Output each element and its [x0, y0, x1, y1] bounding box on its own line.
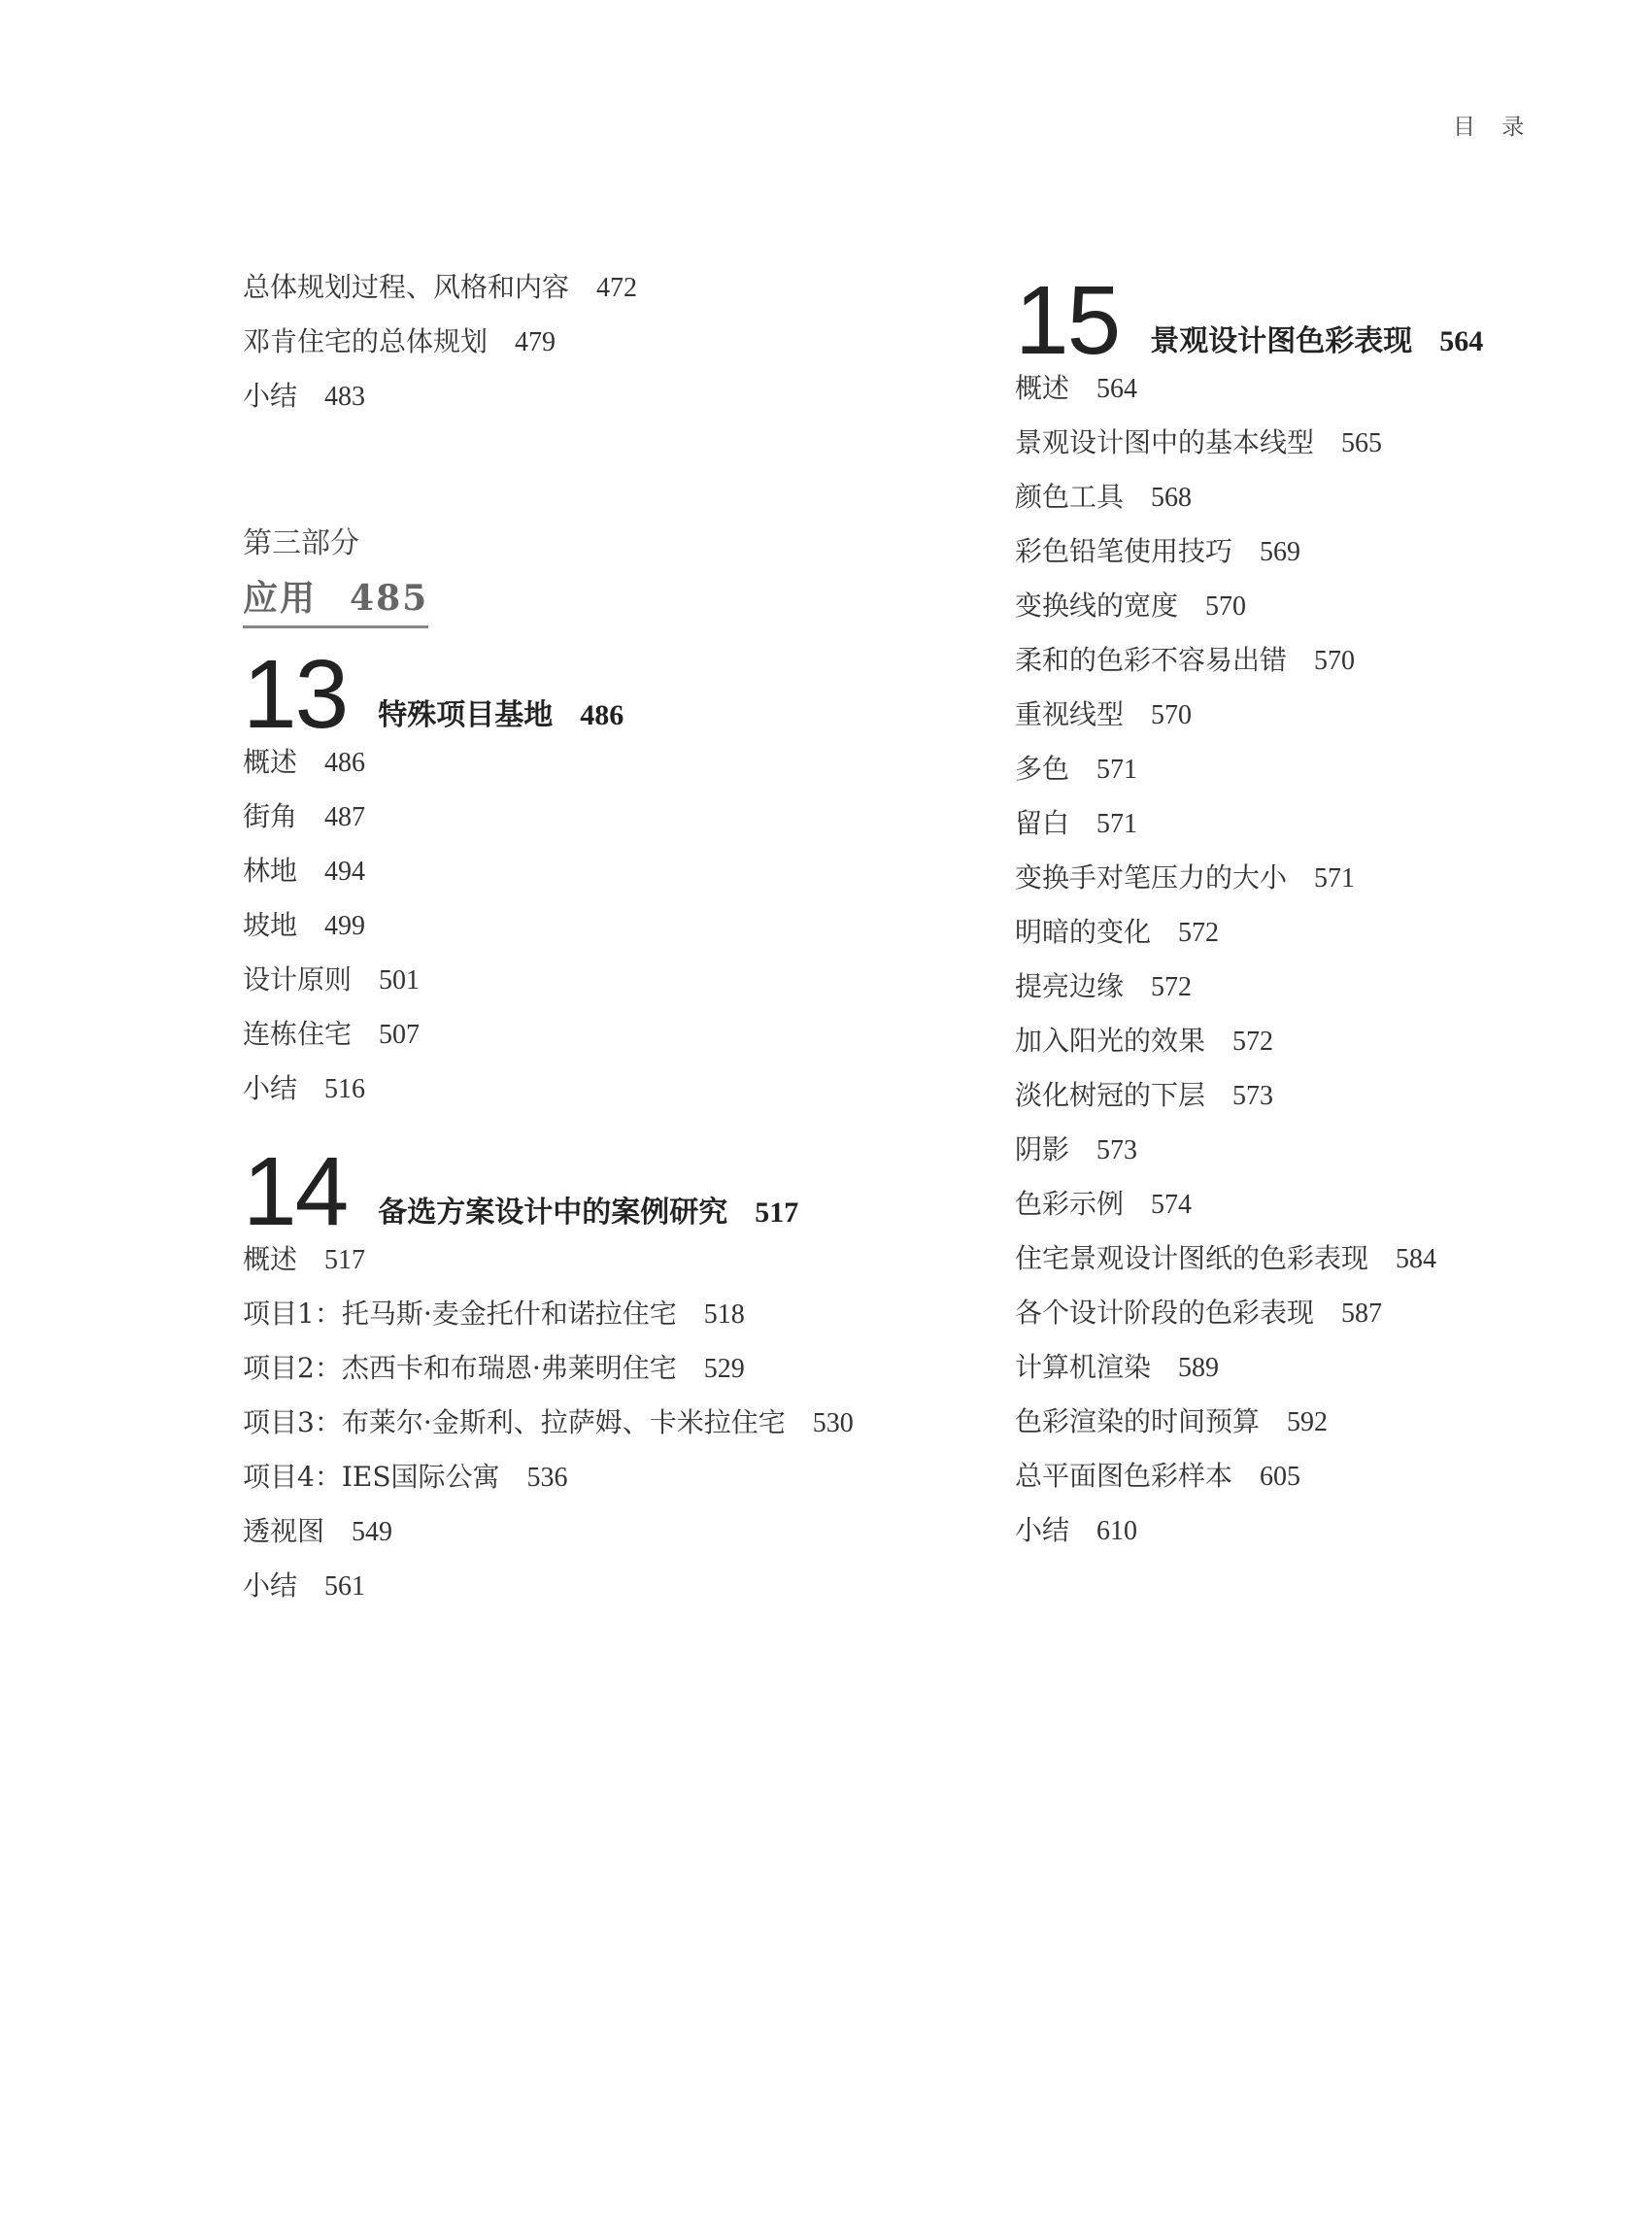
toc-entry[interactable] [1015, 1123, 1617, 1177]
toc-entry[interactable] [243, 898, 942, 953]
entry-page: 536 [526, 1463, 568, 1493]
toc-entry[interactable] [243, 369, 942, 423]
entry-page: 494 [324, 857, 366, 887]
entry-title: 设计原则 [243, 963, 353, 995]
toc-entry[interactable] [243, 1287, 942, 1341]
toc-entry[interactable] [1015, 688, 1617, 742]
toc-entry[interactable] [243, 790, 942, 844]
toc-entry[interactable] [243, 1504, 942, 1559]
part-title-text: 应用 [243, 578, 318, 619]
entry-page: 487 [324, 802, 366, 832]
entry-page: 592 [1287, 1407, 1329, 1437]
entry-page: 574 [1151, 1190, 1193, 1220]
toc-entry[interactable] [1015, 1395, 1617, 1449]
chapter-title: 特殊项目基地 486 [378, 698, 624, 732]
toc-entry[interactable] [1015, 1286, 1617, 1340]
toc-entry[interactable] [243, 1062, 942, 1116]
entry-title: 加入阳光的效果 [1015, 1025, 1206, 1057]
chapter-page: 564 [1439, 325, 1484, 357]
entry-title: 街角 [243, 800, 298, 832]
entry-title: 多色 [1015, 753, 1070, 785]
toc-entry[interactable] [1015, 361, 1617, 416]
entry-title: 变换手对笔压力的大小 [1015, 861, 1288, 894]
chapter-title: 景观设计图色彩表现 564 [1150, 324, 1484, 358]
entry-title: 颜色工具 [1015, 481, 1125, 513]
entry-title: 明暗的变化 [1015, 916, 1152, 948]
entry-title: 坡地 [243, 909, 298, 941]
entry-title: 邓肯住宅的总体规划 [243, 325, 489, 357]
entry-page: 529 [703, 1354, 745, 1384]
entry-page: 472 [596, 273, 638, 303]
entry-page: 483 [324, 382, 366, 412]
entry-page: 589 [1178, 1353, 1220, 1383]
toc-entry[interactable] [1015, 796, 1617, 851]
chapter-heading-14[interactable] [243, 1131, 942, 1246]
entry-page: 573 [1232, 1081, 1274, 1111]
entry-title: 总体规划过程、风格和内容 [243, 271, 570, 303]
entry-title: 小结 [1015, 1514, 1070, 1546]
entry-title: 重视线型 [1015, 698, 1125, 730]
entry-title: 住宅景观设计图纸的色彩表现 [1015, 1242, 1369, 1274]
entry-page: 573 [1096, 1135, 1138, 1165]
entry-page: 584 [1396, 1244, 1437, 1274]
entry-page: 570 [1205, 591, 1247, 622]
entry-title: 色彩渲染的时间预算 [1015, 1405, 1261, 1437]
entry-title: 小结 [243, 380, 298, 412]
part-page: 485 [350, 578, 429, 619]
entry-page: 486 [324, 748, 366, 778]
chapter-number: 15 [1015, 266, 1120, 375]
entry-title: 项目2：杰西卡和布瑞恩·弗莱明住宅 [243, 1352, 677, 1384]
entry-title: 概述 [243, 746, 298, 778]
toc-entry[interactable] [243, 1450, 942, 1504]
entry-title: 阴影 [1015, 1133, 1070, 1165]
entry-page: 571 [1314, 863, 1356, 894]
entry-title: 景观设计图中的基本线型 [1015, 426, 1315, 458]
chapter-page: 486 [580, 699, 624, 731]
part-label: 第三部分 [243, 526, 359, 560]
entry-page: 571 [1096, 755, 1138, 785]
entry-title: 林地 [243, 855, 298, 887]
entry-title: 变换线的宽度 [1015, 590, 1179, 622]
entry-page: 570 [1151, 700, 1193, 730]
entry-page: 572 [1151, 972, 1193, 1002]
toc-entry[interactable] [1015, 1177, 1617, 1231]
toc-entry[interactable] [243, 953, 942, 1007]
entry-title: 柔和的色彩不容易出错 [1015, 644, 1288, 676]
entry-page: 501 [379, 965, 421, 995]
chapter-heading-13[interactable] [243, 634, 942, 749]
entry-page: 605 [1260, 1462, 1301, 1492]
entry-page: 499 [324, 911, 366, 941]
entry-page: 516 [324, 1074, 366, 1104]
toc-entry[interactable] [1015, 1231, 1617, 1286]
entry-page: 564 [1096, 374, 1138, 404]
toc-entry[interactable] [1015, 416, 1617, 470]
entry-page: 518 [703, 1299, 745, 1330]
chapter-number: 13 [243, 640, 348, 749]
toc-entry[interactable] [243, 1232, 942, 1287]
entry-title: 项目3：布莱尔·金斯利、拉萨姆、卡米拉住宅 [243, 1406, 786, 1438]
entry-title: 连栋住宅 [243, 1018, 353, 1050]
toc-entry[interactable] [1015, 1340, 1617, 1395]
entry-title: 淡化树冠的下层 [1015, 1079, 1206, 1111]
entry-title: 总平面图色彩样本 [1015, 1460, 1233, 1492]
entry-title: 留白 [1015, 807, 1070, 839]
toc-entry[interactable] [1015, 524, 1617, 579]
entry-title: 各个设计阶段的色彩表现 [1015, 1297, 1315, 1329]
running-header: 目 录 [1453, 115, 1534, 140]
entry-page: 570 [1314, 646, 1356, 676]
toc-entry[interactable] [1015, 1014, 1617, 1068]
toc-entry[interactable] [243, 1396, 942, 1450]
chapter-page: 517 [755, 1197, 799, 1229]
chapter-number: 14 [243, 1137, 348, 1246]
entry-page: 517 [324, 1245, 366, 1275]
toc-entry[interactable] [243, 315, 942, 369]
entry-title: 色彩示例 [1015, 1188, 1125, 1220]
part-title[interactable] [243, 575, 428, 628]
entry-page: 572 [1178, 918, 1220, 948]
toc-entry[interactable] [1015, 1449, 1617, 1503]
entry-title: 概述 [243, 1243, 298, 1275]
toc-entry[interactable] [1015, 633, 1617, 688]
entry-page: 568 [1151, 483, 1193, 513]
entry-title: 小结 [243, 1072, 298, 1104]
entry-page: 507 [379, 1020, 421, 1050]
toc-entry[interactable] [243, 1007, 942, 1062]
toc-entry[interactable] [243, 844, 942, 898]
toc-entry[interactable] [1015, 960, 1617, 1014]
entry-title: 项目1：托马斯·麦金托什和诺拉住宅 [243, 1298, 677, 1330]
toc-entry[interactable] [1015, 579, 1617, 633]
entry-page: 587 [1341, 1298, 1383, 1329]
entry-title: 概述 [1015, 372, 1070, 404]
entry-page: 479 [515, 327, 556, 357]
entry-title: 小结 [243, 1569, 298, 1602]
toc-entry[interactable] [243, 1341, 942, 1396]
chapter-title: 备选方案设计中的案例研究 517 [378, 1196, 799, 1230]
toc-entry[interactable] [1015, 1068, 1617, 1123]
toc-entry[interactable] [243, 260, 942, 315]
entry-title: 透视图 [243, 1515, 325, 1547]
entry-title: 计算机渲染 [1015, 1351, 1152, 1383]
entry-title: 提亮边缘 [1015, 970, 1125, 1002]
toc-entry[interactable] [243, 735, 942, 790]
entry-page: 572 [1232, 1027, 1274, 1057]
toc-entry[interactable] [243, 1559, 942, 1613]
entry-page: 610 [1096, 1516, 1138, 1546]
toc-entry[interactable] [1015, 905, 1617, 960]
toc-left-column [243, 260, 942, 1613]
toc-entry[interactable] [1015, 470, 1617, 524]
entry-page: 530 [812, 1408, 854, 1438]
toc-entry[interactable] [1015, 742, 1617, 796]
chapter-heading-15[interactable] [1015, 260, 1617, 375]
entry-title: 项目4：IES国际公寓 [243, 1461, 500, 1493]
toc-right-column [1015, 260, 1617, 1558]
entry-page: 569 [1260, 537, 1301, 567]
toc-entry[interactable] [1015, 1503, 1617, 1558]
entry-page: 549 [352, 1517, 393, 1547]
entry-title: 彩色铅笔使用技巧 [1015, 535, 1233, 567]
entry-page: 561 [324, 1571, 366, 1602]
entry-page: 565 [1341, 428, 1383, 458]
entry-page: 571 [1096, 809, 1138, 839]
toc-entry[interactable] [1015, 851, 1617, 905]
